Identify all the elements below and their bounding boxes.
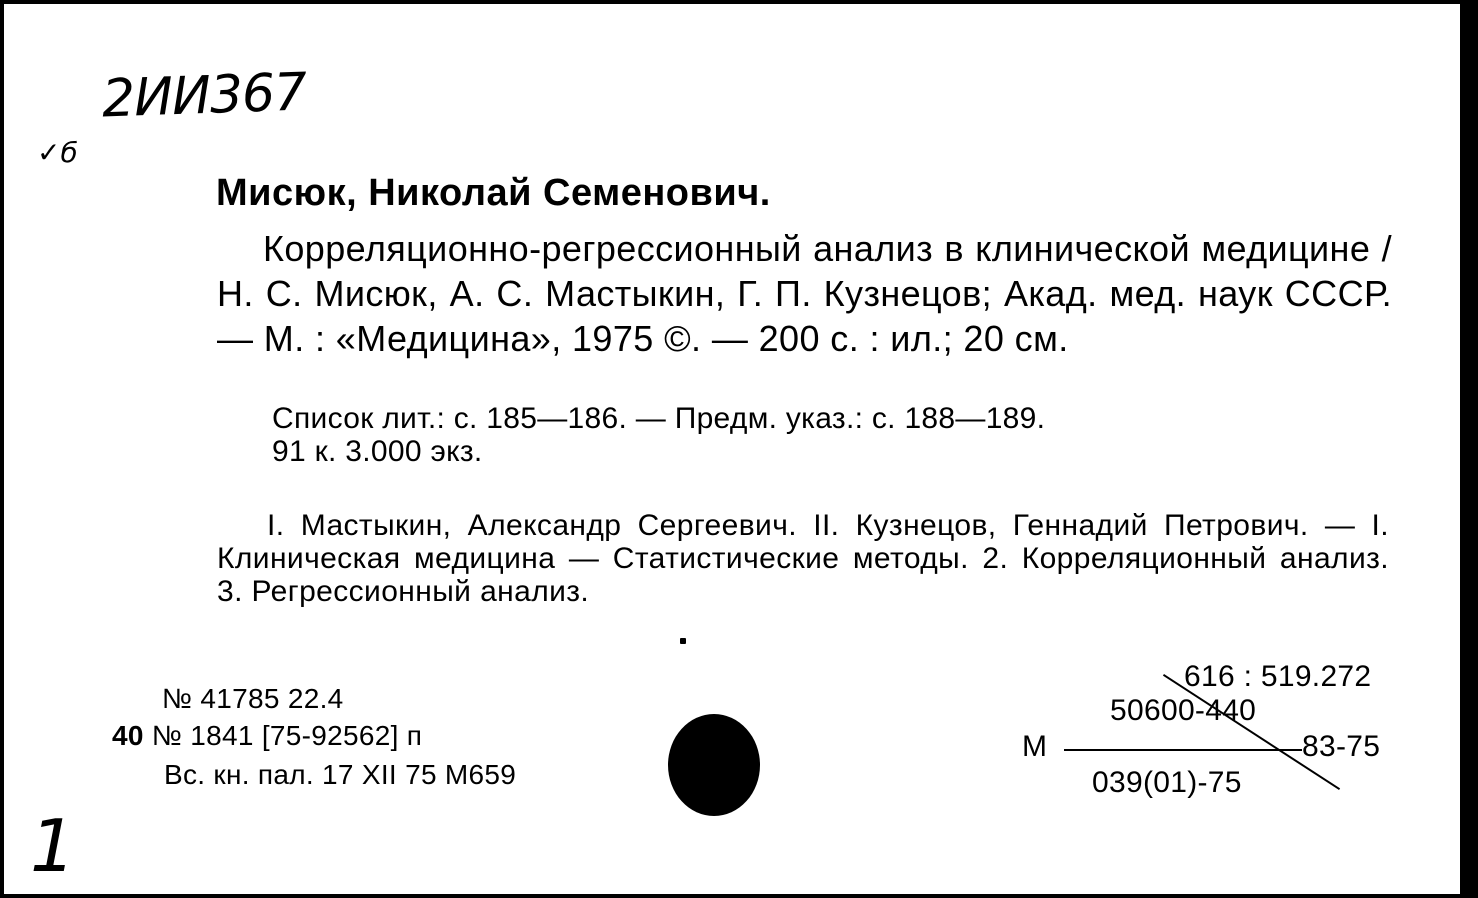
registration-line-3: Вс. кн. пал. 17 XII 75 М659 bbox=[164, 759, 517, 790]
price-and-print-run: 91 к. 3.000 экз. bbox=[272, 435, 483, 468]
m-suffix: 83-75 bbox=[1302, 730, 1381, 763]
author-heading: Мисюк, Николай Семенович. bbox=[216, 172, 771, 214]
ink-speck bbox=[680, 638, 686, 644]
handwritten-mark: ✓б bbox=[37, 136, 78, 169]
m-prefix: М bbox=[1022, 730, 1048, 763]
punch-hole bbox=[668, 714, 760, 816]
registration-prefix: 40 bbox=[112, 720, 144, 751]
registration-number: № 1841 [75-92562] п bbox=[151, 720, 423, 751]
copy-mark: 1 bbox=[30, 804, 76, 888]
registration-line-1: № 41785 22.4 bbox=[162, 683, 344, 714]
m-bottom: 039(01)-75 bbox=[1092, 766, 1242, 799]
bibliography-notes: Список лит.: с. 185—186. — Предм. указ.: с. 188—189. bbox=[272, 402, 1046, 435]
card-edge bbox=[1462, 0, 1478, 898]
inventory-number: 2ИИ367 bbox=[101, 62, 308, 130]
fraction-line bbox=[1064, 749, 1302, 751]
bibliographic-description: Корреляционно-регрессионный анализ в клинической медицине / Н. С. Мисюк, А. С. Мастыкин, Г. П. Кузнецов; Акад. мед. наук СССР. — М. : «Медицина», 1975 ©. — 200 с. : ил.; 20 см. bbox=[217, 228, 1392, 359]
catalog-card bbox=[4, 4, 1460, 894]
udc-code: 616 : 519.272 bbox=[1184, 660, 1372, 693]
subject-entries: I. Мастыкин, Александр Сергеевич. II. Кузнецов, Геннадий Петрович. — I. Клиническая медицина — Статистические методы. 2. Корреляционный анализ. 3. Регрессионный анализ. bbox=[217, 509, 1389, 608]
registration-line-2 bbox=[112, 717, 422, 754]
bbk-code: 50600-440 bbox=[1110, 694, 1257, 727]
